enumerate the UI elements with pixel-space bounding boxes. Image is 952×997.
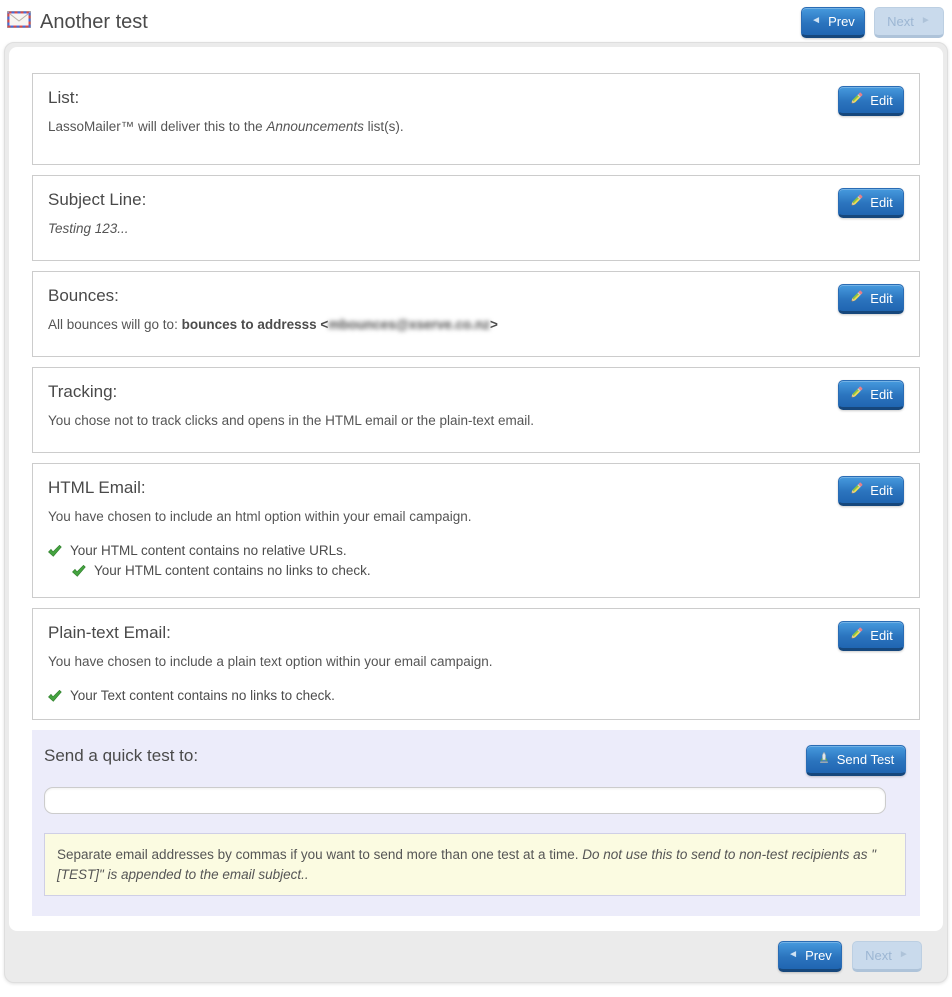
edit-subject-button[interactable]: [838, 188, 904, 218]
check-label: Your HTML content contains no relative URLs.: [70, 543, 347, 559]
prev-button-top[interactable]: [801, 7, 865, 38]
subject-heading: Subject Line:: [48, 190, 147, 209]
section-tracking: [32, 367, 920, 453]
prev-button-label: Prev: [805, 947, 832, 963]
edit-button-label: Edit: [870, 290, 893, 306]
pencil-icon: [849, 482, 863, 499]
edit-tracking-button[interactable]: [838, 380, 904, 410]
tracking-body: You chose not to track clicks and opens in the HTML email or the plain-text email.: [48, 413, 534, 428]
page-header: [0, 0, 952, 40]
prev-arrow-icon: ◄: [788, 949, 799, 960]
subject-value: Testing 123...: [48, 221, 129, 236]
send-test-icon: [818, 752, 830, 768]
bounces-body: [48, 316, 904, 334]
edit-bounces-button[interactable]: [838, 284, 904, 314]
section-bounces: [32, 271, 920, 357]
html-email-body: You have chosen to include an html option within your email campaign.: [48, 509, 472, 524]
list-body: [48, 118, 904, 136]
test-email-input[interactable]: [44, 787, 886, 814]
send-test-button-label: Send Test: [836, 752, 895, 767]
tracking-heading: Tracking:: [48, 382, 118, 401]
next-arrow-icon: ►: [898, 949, 909, 960]
html-check-relative-urls: [48, 543, 904, 558]
summary-card: [9, 47, 943, 931]
send-test-heading: Send a quick test to:: [44, 746, 199, 765]
pencil-icon: [849, 290, 863, 307]
send-test-button[interactable]: [806, 745, 906, 776]
prev-arrow-icon: ◄: [811, 15, 822, 26]
edit-html-email-button[interactable]: [838, 476, 904, 506]
plaintext-heading: Plain-text Email:: [48, 623, 171, 642]
header-nav: [801, 7, 946, 38]
section-plaintext-email: [32, 608, 920, 720]
pencil-icon: [849, 92, 863, 109]
section-html-email: [32, 463, 920, 598]
bounces-email-redacted: mbounces@xserve.co.nz: [328, 317, 490, 332]
check-icon: [48, 690, 62, 702]
plaintext-check-links: [48, 688, 904, 703]
edit-button-label: Edit: [870, 386, 893, 402]
edit-button-label: Edit: [870, 92, 893, 108]
edit-plaintext-button[interactable]: [838, 621, 904, 651]
next-button-label: Next: [887, 13, 914, 29]
pencil-icon: [849, 386, 863, 403]
prev-button-bottom[interactable]: [778, 941, 842, 972]
list-name: Announcements: [266, 119, 364, 134]
footer-nav: [5, 931, 947, 981]
note-text: Separate email addresses by commas if you want to send more than one test at a time.: [57, 847, 583, 862]
check-icon: [72, 565, 86, 577]
pencil-icon: [849, 627, 863, 644]
html-check-links: [72, 563, 904, 578]
check-icon: [48, 545, 62, 557]
section-subject: [32, 175, 920, 261]
section-list: [32, 73, 920, 165]
section-send-test: [32, 730, 920, 916]
check-label: Your HTML content contains no links to check.: [94, 563, 371, 579]
edit-button-label: Edit: [870, 482, 893, 498]
main-container: [4, 42, 948, 983]
next-button-bottom[interactable]: [852, 941, 922, 972]
bounces-body-text: All bounces will go to:: [48, 317, 182, 332]
next-button-top[interactable]: [874, 7, 944, 38]
bounces-heading: Bounces:: [48, 286, 119, 305]
html-email-heading: HTML Email:: [48, 478, 146, 497]
note-warning-text: Do not use this to send to non-test recipients as " [TEST]" is appended to the email subject..: [57, 847, 876, 882]
check-label: Your Text content contains no links to check.: [70, 688, 335, 704]
plaintext-body: You have chosen to include a plain text option within your email campaign.: [48, 654, 493, 669]
list-body-suffix: list(s).: [363, 119, 404, 134]
prev-button-label: Prev: [828, 13, 855, 29]
list-heading: List:: [48, 88, 80, 107]
edit-list-button[interactable]: [838, 86, 904, 116]
page-title: Another test: [40, 10, 148, 33]
bounces-address-label: bounces to addresss <: [181, 317, 329, 332]
next-button-label: Next: [865, 947, 892, 963]
edit-button-label: Edit: [870, 194, 893, 210]
pencil-icon: [849, 194, 863, 211]
send-test-note: [44, 833, 906, 896]
edit-button-label: Edit: [870, 627, 893, 643]
envelope-icon: [7, 11, 31, 33]
bounces-address-close: >: [490, 317, 498, 332]
list-body-text: LassoMailer™ will deliver this to the: [48, 119, 267, 134]
next-arrow-icon: ►: [920, 15, 931, 26]
